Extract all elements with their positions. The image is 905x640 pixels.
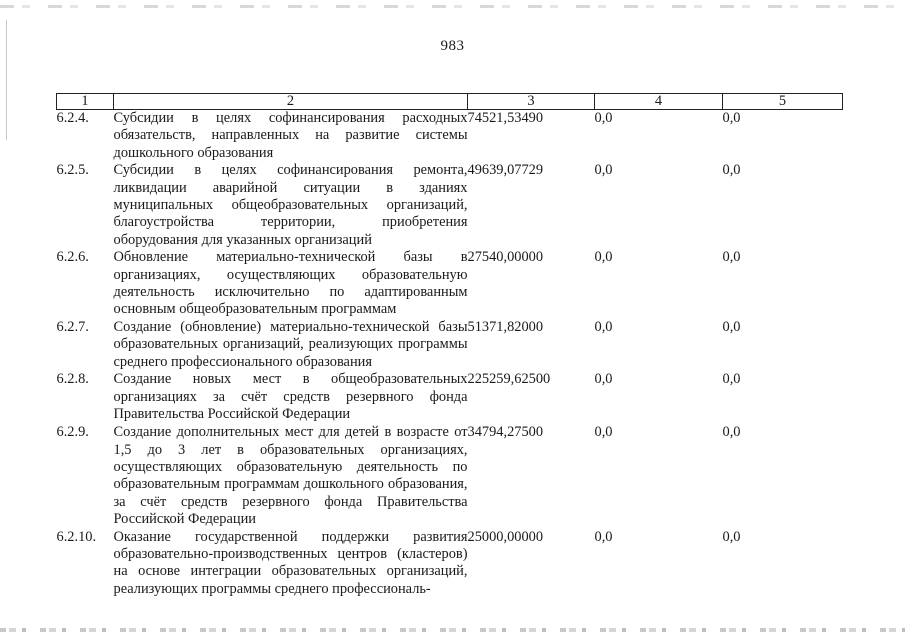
row-amount: 225259,62500 <box>467 371 551 388</box>
row-value-col5: 0,0 <box>722 424 741 441</box>
row-value-col5: 0,0 <box>722 371 741 388</box>
row-value-col5: 0,0 <box>722 249 741 266</box>
row-amount: 49639,07729 <box>467 162 544 179</box>
row-amount: 27540,00000 <box>467 249 544 266</box>
row-amount: 34794,27500 <box>467 424 544 441</box>
page-number: 983 <box>440 38 465 54</box>
header-row <box>57 94 843 110</box>
row-value-col5: 0,0 <box>722 110 741 126</box>
table-row <box>57 162 843 249</box>
row-value-col4: 0,0 <box>594 371 613 388</box>
row-value-col4: 0,0 <box>594 110 613 126</box>
row-amount: 74521,53490 <box>467 110 544 126</box>
row-number: 6.2.7. <box>56 318 89 335</box>
column-header-3: 3 <box>468 94 595 110</box>
column-header-4: 4 <box>595 94 723 110</box>
row-description: Обновление материально-технической базы в организациях, осуществляющих образовательную деятельность исключительно по адаптированным основным общеобразовательным программам <box>113 249 468 318</box>
column-header-2: 2 <box>114 94 468 110</box>
table-row <box>57 424 843 528</box>
row-amount: 25000,00000 <box>467 528 544 545</box>
row-description: Создание (обновление) материально-технической базы образовательных организаций, реализующих программы среднего профессионального образования <box>113 318 468 370</box>
row-description: Создание новых мест в общеобразовательных организациях за счёт средств резервного фонда Правительства Российской Федерации <box>113 371 468 422</box>
table-row <box>57 249 843 319</box>
scan-edge-bottom <box>0 628 905 632</box>
row-value-col5: 0,0 <box>722 162 741 179</box>
row-value-col4: 0,0 <box>594 528 613 545</box>
scan-edge-top <box>0 5 905 8</box>
column-header-5: 5 <box>723 94 843 110</box>
row-description: Субсидии в целях софинансирования расходных обязательств, направленных на развитие системы дошкольного образования <box>113 110 468 161</box>
row-description: Оказание государственной поддержки развития образовательно-производственных центров (кластеров) на основе интеграции образовательных организаций, реализующих программы среднего профессиональ- <box>113 528 468 597</box>
row-value-col5: 0,0 <box>722 528 741 545</box>
row-number: 6.2.6. <box>56 249 89 266</box>
row-number: 6.2.10. <box>56 528 97 545</box>
row-value-col4: 0,0 <box>594 424 613 441</box>
table-row <box>57 529 843 599</box>
row-number: 6.2.8. <box>56 371 89 388</box>
row-value-col5: 0,0 <box>722 318 741 335</box>
table-row <box>57 319 843 371</box>
row-description: Субсидии в целях софинансирования ремонта, ликвидации аварийной ситуации в зданиях муниципальных общеобразовательных организаций, благоустройства территории, приобретения оборудования для указанных организаций <box>113 162 468 248</box>
column-header-1: 1 <box>57 94 114 110</box>
row-amount: 51371,82000 <box>467 318 544 335</box>
row-value-col4: 0,0 <box>594 162 613 179</box>
budget-table <box>56 93 843 599</box>
table-row <box>57 110 843 163</box>
row-number: 6.2.9. <box>56 424 89 441</box>
row-description: Создание дополнительных мест для детей в возрасте от 1,5 до 3 лет в образовательных организациях, осуществляющих образовательную деятельность по образовательным программам дошкольного образования, за счёт средств резервного фонда Правительства Российской Федерации <box>113 424 468 528</box>
row-number: 6.2.5. <box>56 162 89 179</box>
row-value-col4: 0,0 <box>594 249 613 266</box>
row-number: 6.2.4. <box>56 110 89 126</box>
row-value-col4: 0,0 <box>594 318 613 335</box>
table-row <box>57 371 843 424</box>
